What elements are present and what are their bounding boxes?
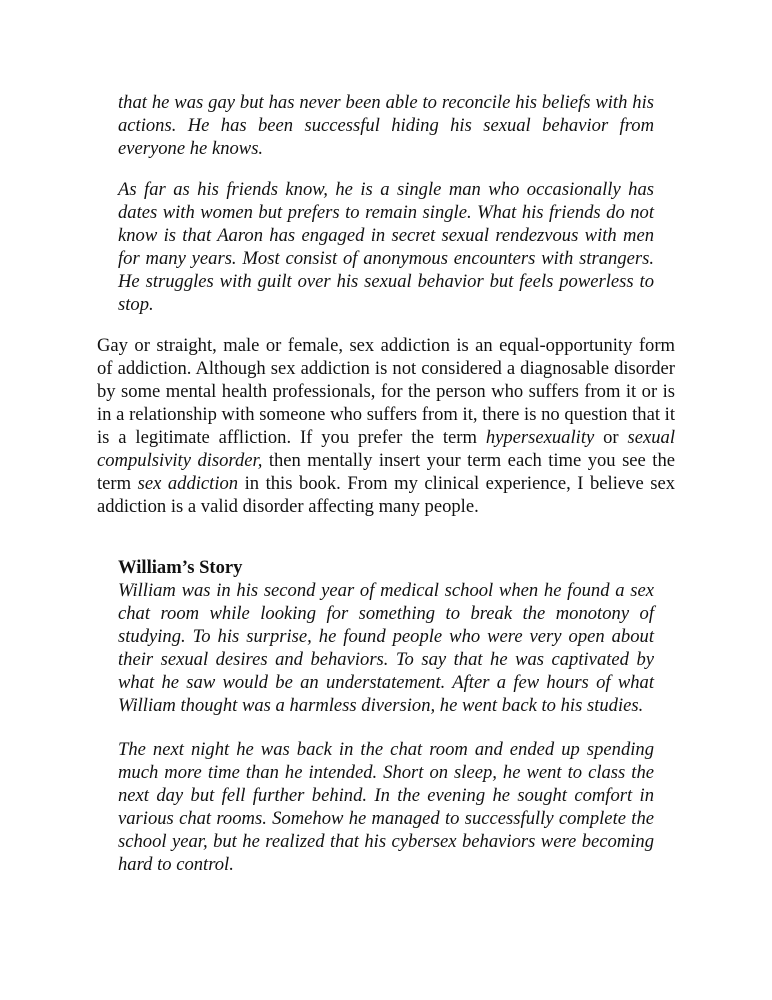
william-story-paragraph-1: William was in his second year of medical school when he found a sex chat room while looking for something to break the monotony of studying. To his surprise, he found people who were very open about their sexual desires and behaviors. To say that he was captivated by what he saw would be an understatement. After a few hours of what William thought was a harmless diversion, he went back to his studies. (118, 580, 654, 716)
main-paragraph-text-3: then mentally insert your term each time you see the term (97, 450, 675, 494)
term-hypersexuality: hypersexuality (485, 427, 595, 448)
term-sex-addiction: sex addiction (137, 473, 239, 494)
term-sexual-compulsivity-disorder: sexual compulsivity disorder, (97, 427, 676, 471)
william-story-heading: William’s Story (118, 557, 243, 578)
william-story-paragraph-2: The next night he was back in the chat room and ended up spending much more time than he intended. Short on sleep, he went to class the next day but fell further behind. In the evening he sought comfort in various chat rooms. Somehow he managed to successfully complete the school year, but he realized that his cybersex behaviors were becoming hard to control. (118, 739, 654, 875)
main-paragraph-text-2: or (603, 427, 619, 448)
main-paragraph-text-1: Gay or straight, male or female, sex addiction is an equal-opportunity form of addiction. Although sex addiction is not considered a diagnosable disorder by some mental health professionals, for the person who suffers from it or is in a relationship with someone who suffers from it, there is no question that it is a legitimate affliction. If you prefer the term (97, 335, 675, 448)
main-paragraph-text-4: in this book. From my clinical experience, I believe sex addiction is a valid disorder affecting many people. (97, 473, 675, 517)
aaron-story-paragraph-1: that he was gay but has never been able to reconcile his beliefs with his actions. He has been successful hiding his sexual behavior from everyone he knows. (118, 92, 654, 159)
aaron-story-paragraph-2: As far as his friends know, he is a single man who occasionally has dates with women but prefers to remain single. What his friends do not know is that Aaron has engaged in secret sexual rendezvous with men for many years. Most consist of anonymous encounters with strangers. He struggles with guilt over his sexual behavior but feels powerless to stop. (118, 179, 654, 315)
main-body-paragraph (97, 334, 675, 518)
